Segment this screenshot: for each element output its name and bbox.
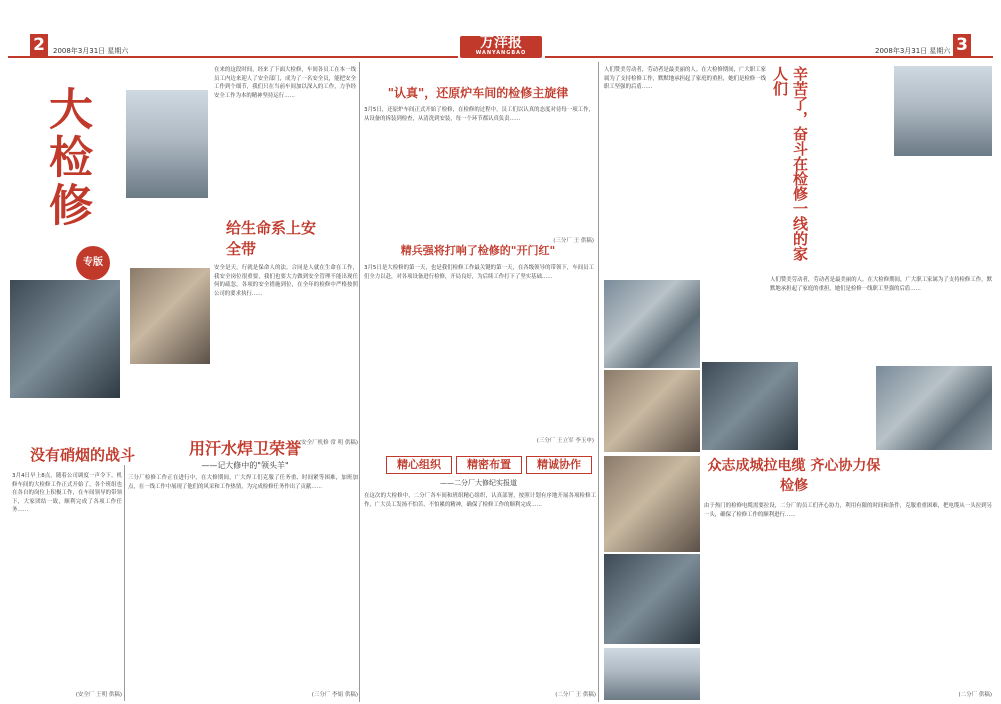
family-article-continued <box>770 276 992 362</box>
recognize-body: 3月5日，还原炉车间正式开始了检修，在检修的过程中，员工们以认真的态度对待每一项工作，从设备的拆装到检查，从清洗到安装，每一个环节都认真负责…… <box>364 107 594 122</box>
three-body: 在这次的大检修中，二分厂各车间和班组精心组织，认真部署，按照计划有序地开展各项检修工作，广大员工发扬不怕苦、不怕累的精神，确保了检修工作的顺利完成…… <box>364 493 596 508</box>
intro-article <box>214 66 356 216</box>
safety-body: 安全是天，行就是保命人的法。合同是人就在生命在工作，我安全岗位很重要，我们也要大力做到安全管理不能出现任何的疏忽，各项的安全措施到位，在全年的检修中严格按照公司的要求执行…… <box>214 265 358 297</box>
team-article <box>704 502 992 688</box>
welding-title: 用汗水焊卫荣誉 <box>188 439 301 458</box>
right-page-number: 3 <box>953 34 971 56</box>
welding-body: 三分厂检修工作正在进行中，在大修期间，广大焊工们克服了任务重、时间紧等困难，加班加点，在一线工作中展现了他们的风采和工作热情，为完成检修任务作出了贡献…… <box>128 475 358 490</box>
divider-center <box>598 62 599 702</box>
wind-body: 3月4日早上8点，随着公司调度一声令下，机修车间的大检修工作正式开始了，各个班组也在各自的岗位上积极工作，在车间领导的带领下，大家团结一致，顺利完成了各项工作任务…… <box>12 473 122 514</box>
family-body: 人们赞美劳动者，劳动者是最美丽的人。在大检修期间，广大职工家属为了支持检修工作，默默地承担起了家庭的重担，她们是检修一线职工坚强的后盾…… <box>604 67 766 91</box>
divider-left-1 <box>359 62 360 702</box>
newspaper-logo <box>460 36 542 58</box>
photo-repair-2 <box>604 456 700 552</box>
spirit-body: 3月5日是大检修的第一天，也是我们检修工作最关键的第一天，在各级领导的带领下，车间员工们全力以赴，对各项设备进行检修，开局良好，为后续工作打下了坚实基础…… <box>364 265 594 280</box>
spirit-byline: (三分厂 王立军 李玉申) <box>536 438 594 444</box>
right-date: 2008年3月31日 星期六 <box>875 47 951 55</box>
three-title-c: 精诚协作 <box>526 456 592 474</box>
photo-factory-towers <box>126 90 208 198</box>
family-title-text: 辛苦了，奋斗在检修一线的家人们 <box>771 66 809 261</box>
logo-text: 万洋报 <box>480 35 522 51</box>
safety-title-text: 给生命系上安全带 <box>226 219 317 258</box>
section-title: 大检修 <box>41 86 92 230</box>
three-byline: (二分厂 王 供稿) <box>555 692 596 698</box>
left-date: 2008年3月31日 星期六 <box>53 47 129 55</box>
safety-byline: (安全厂机修 常 明 供稿) <box>298 440 358 446</box>
welding-subtitle: ——记大修中的"领头羊" <box>201 461 289 470</box>
right-header-bar <box>545 34 993 58</box>
photo-crane <box>894 66 992 156</box>
section-tag <box>76 246 110 280</box>
wind-title: 没有硝烟的战斗 <box>30 446 136 464</box>
welding-byline: (三分厂 李娟 供稿) <box>311 692 358 698</box>
section-title-block <box>40 86 122 276</box>
intro-body: 在来的这段时间，经来了下面大检修，车间各员工在本一线员工内边来迎人了安全部门，成为了一名安全员，能把安全工作到个细节，我们只在当前车间加以深入的工作，力争经安全工作为本的精神坚持运行…… <box>214 67 356 99</box>
safety-article <box>214 264 358 444</box>
photo-team <box>604 648 700 700</box>
photo-cable-2 <box>604 370 700 452</box>
welding-article <box>128 474 358 690</box>
three-subtitle: ——二分厂大修纪实报道 <box>440 479 517 487</box>
three-title-b: 精密布置 <box>456 456 522 474</box>
photo-crowd <box>702 362 798 450</box>
photo-safety-workers <box>130 268 210 364</box>
left-header-bar <box>8 34 458 58</box>
recognize-byline: (三分厂 王 供稿) <box>553 238 594 244</box>
family-body-continued: 人们赞美劳动者，劳动者是最美丽的人。在大检修期间，广大职工家属为了支持检修工作，默默地承担起了家庭的重担，她们是检修一线职工坚强的后盾…… <box>770 277 992 292</box>
spirit-article <box>364 264 594 436</box>
divider-left-2 <box>124 465 125 701</box>
section-tag-label: 专版 <box>83 257 103 268</box>
three-title-a: 精心组织 <box>386 456 452 474</box>
team-body: 由于热门的检修电缆需要拉设，二分厂的员工们齐心协力，利用有限的时间和条件，克服重重困难，把电缆从一头拉到另一头，确保了检修工作的顺利进行…… <box>704 503 992 518</box>
wind-article <box>12 472 122 694</box>
three-title <box>386 456 596 474</box>
three-article <box>364 492 596 688</box>
recognize-article <box>364 106 594 236</box>
spirit-title: 精兵强将打响了检修的"开门红" <box>400 244 556 257</box>
photo-workers-left <box>10 280 120 398</box>
left-page-number: 2 <box>30 34 48 56</box>
team-title: 众志成城拉电缆 齐心协力保检修 <box>707 458 881 494</box>
safety-title <box>212 218 358 262</box>
photo-repair-1 <box>876 366 992 450</box>
team-byline: (二分厂 供稿) <box>958 692 992 698</box>
recognize-title: "认真"，还原炉车间的检修主旋律 <box>387 86 569 100</box>
wind-byline: (安全厂 王明 供稿) <box>75 692 122 698</box>
photo-pipes <box>604 554 700 644</box>
logo-subtext: WANYANGBAO <box>475 50 527 56</box>
photo-cable-1 <box>604 280 700 368</box>
family-article <box>604 66 766 246</box>
